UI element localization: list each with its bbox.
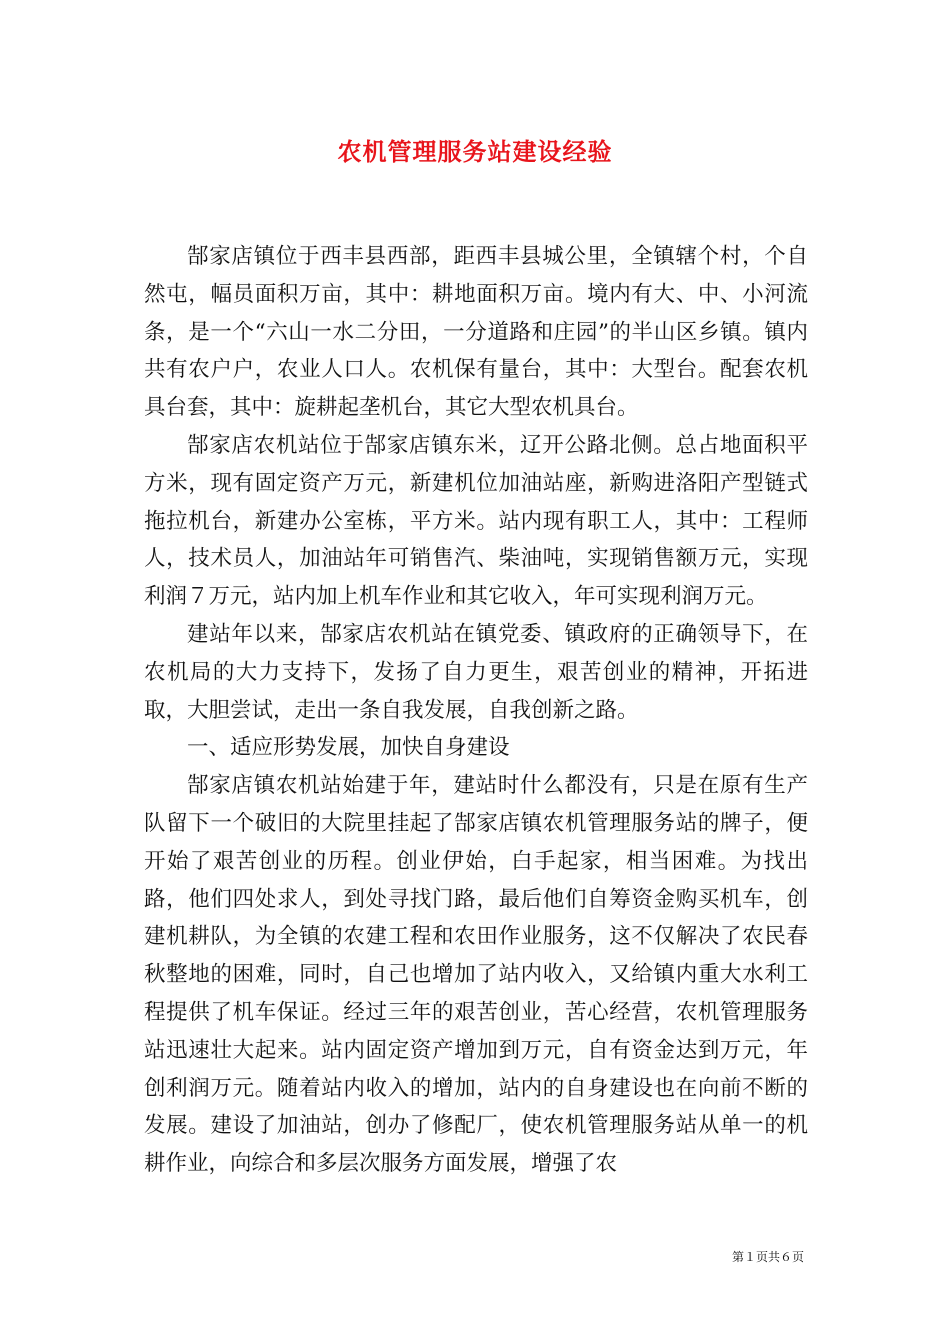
page-number: 第１页共６页 <box>731 1250 804 1264</box>
paragraph: 郜家店镇农机站始建于年，建站时什么都没有，只是在原有生产队留下一个破旧的大院里挂起了郜家店镇农机管理服务站的牌子，便开始了艰苦创业的历程。创业伊始，白手起家，相当困难。为找出路，他们四处求人，到处寻找门路，最后他们自筹资金购买机车，创建机耕队，为全镇的农建工程和农田作业服务，这不仅解决了农民春秋整地的困难，同时，自己也增加了站内收入，又给镇内重大水利工程提供了机车保证。经过三年的艰苦创业，苦心经营，农机管理服务站迅速壮大起来。站内固定资产增加到万元，自有资金达到万元，年创利润万元。随着站内收入的增加，站内的自身建设也在向前不断的发展。建设了加油站，创办了修配厂，使农机管理服务站从单一的机耕作业，向综合和多层次服务方面发展，增强了农 <box>144 773 808 1177</box>
paragraph: 建站年以来，郜家店农机站在镇党委、镇政府的正确领导下，在农机局的大力支持下，发扬了自力更生，艰苦创业的精神，开拓进取，大胆尝试，走出一条自我发展，自我创新之路。 <box>144 621 808 723</box>
section-heading: 一、适应形势发展，加快自身建设 <box>187 735 510 761</box>
document-body <box>144 238 808 1183</box>
paragraph: 郜家店镇位于西丰县西部，距西丰县城公里，全镇辖个村，个自然屯，幅员面积万亩，其中：耕地面积万亩。境内有大、中、小河流条，是一个“六山一水二分田，一分道路和庄园”的半山区乡镇。镇内共有农户户，农业人口人。农机保有量台，其中：大型台。配套农机具台套，其中：旋耕起垄机台，其它大型农机具台。 <box>144 244 808 421</box>
document-title: 农机管理服务站建设经验 <box>337 137 613 166</box>
paragraph: 郜家店农机站位于郜家店镇东米，辽开公路北侧。总占地面积平方米，现有固定资产万元，新建机位加油站座，新购进洛阳产型链式拖拉机台，新建办公室栋，平方米。站内现有职工人，其中：工程师人，技术员人，加油站年可销售汽、柴油吨，实现销售额万元，实现利润７万元，站内加上机车作业和其它收入，年可实现利润万元。 <box>144 432 808 610</box>
